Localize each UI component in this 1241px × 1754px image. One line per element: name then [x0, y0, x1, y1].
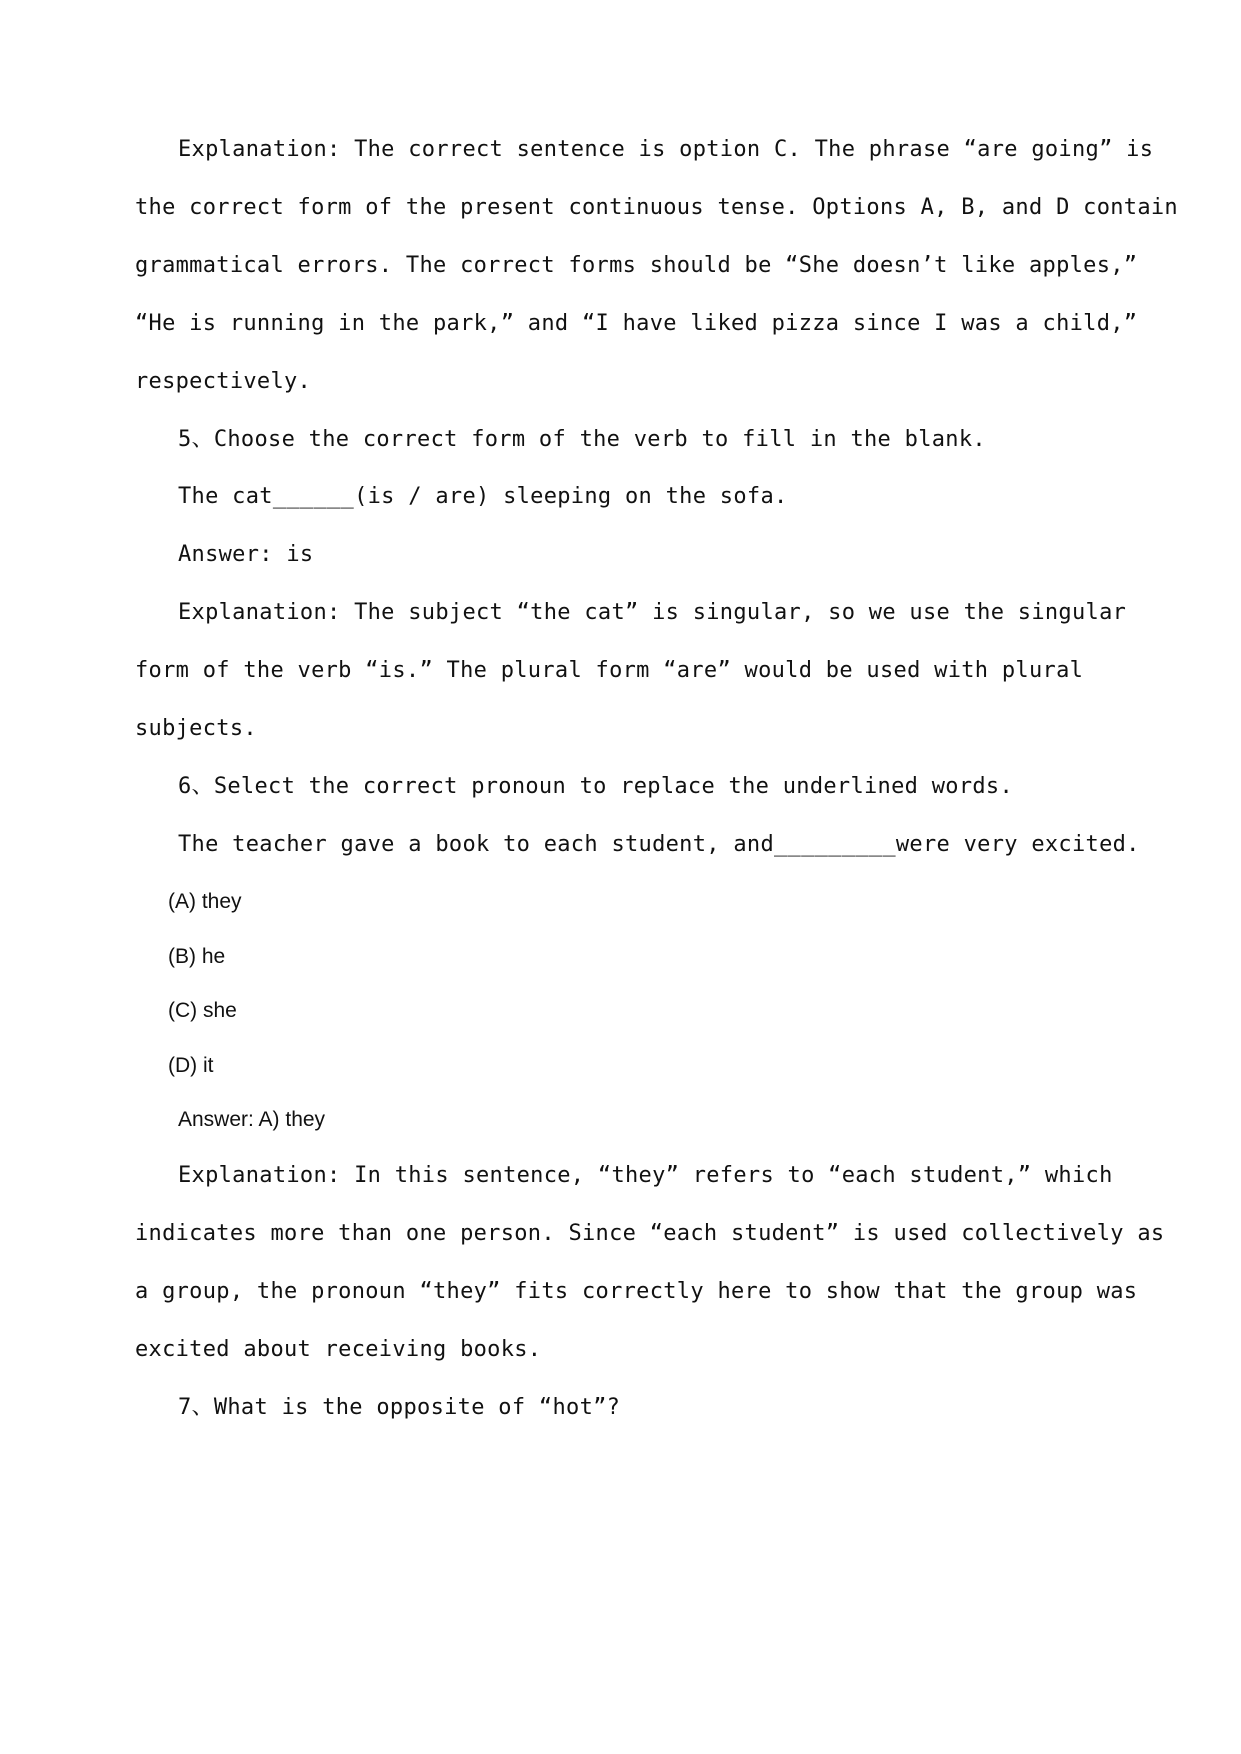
q4-explanation-line-1: Explanation: The correct sentence is option C. The phrase “are going” is: [178, 137, 1154, 162]
q6-option-d: (D) it: [168, 1054, 214, 1077]
q6-option-a: (A) they: [168, 890, 242, 913]
q6-sentence: The teacher gave a book to each student, and_________were very excited.: [178, 832, 1140, 857]
q6-answer: Answer: A) they: [178, 1108, 326, 1131]
q6-explanation-line-2: indicates more than one person. Since “each student” is used collectively as: [135, 1221, 1165, 1246]
q4-explanation-line-3: grammatical errors. The correct forms should be “She doesn’t like apples,”: [135, 253, 1138, 278]
q4-explanation-line-5: respectively.: [135, 369, 312, 394]
q6-explanation-line-1: Explanation: In this sentence, “they” refers to “each student,” which: [178, 1163, 1113, 1188]
q5-explanation-line-2: form of the verb “is.” The plural form “are” would be used with plural: [135, 658, 1084, 683]
q5-question: 5、Choose the correct form of the verb to fill in the blank.: [178, 427, 986, 452]
q5-sentence: The cat______(is / are) sleeping on the sofa.: [178, 484, 788, 509]
q5-explanation-line-3: subjects.: [135, 716, 257, 741]
q6-question: 6、Select the correct pronoun to replace the underlined words.: [178, 774, 1014, 799]
q6-explanation-line-4: excited about receiving books.: [135, 1337, 542, 1362]
q7-question: 7、What is the opposite of “hot”?: [178, 1395, 621, 1420]
q5-answer: Answer: is: [178, 542, 314, 567]
q4-explanation-line-4: “He is running in the park,” and “I have liked pizza since I was a child,”: [135, 311, 1138, 336]
q4-explanation-line-2: the correct form of the present continuous tense. Options A, B, and D contain: [135, 195, 1178, 220]
q6-explanation-line-3: a group, the pronoun “they” fits correctly here to show that the group was: [135, 1279, 1138, 1304]
q6-option-b: (B) he: [168, 945, 226, 968]
q5-explanation-line-1: Explanation: The subject “the cat” is singular, so we use the singular: [178, 600, 1127, 625]
q6-option-c: (C) she: [168, 999, 237, 1022]
